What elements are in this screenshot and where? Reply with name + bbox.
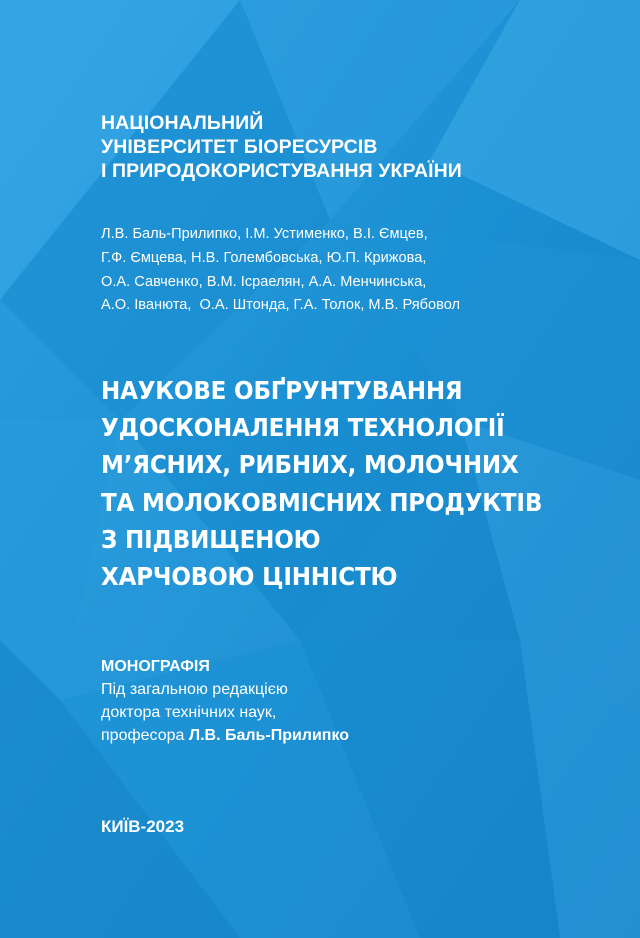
- city-year: КИЇВ-2023: [101, 817, 185, 836]
- title-line: З ПІДВИЩЕНОЮ: [101, 524, 321, 554]
- authors-line: Л.В. Баль-Прилипко, І.М. Устименко, В.І. Ємцев,: [101, 226, 428, 242]
- publisher-line: НАЦІОНАЛЬНИЙ: [101, 112, 264, 134]
- book-title: [101, 372, 599, 595]
- authors-line: А.О. Іванюта, О.А. Штонда, Г.А. Толок, М.В. Рябовол: [101, 297, 461, 314]
- title-line: НАУКОВЕ ОБҐРУНТУВАННЯ: [101, 376, 463, 405]
- monograph-label: МОНОГРАФІЯ: [101, 658, 210, 675]
- editor-line-1: Під загальною редакцією: [101, 681, 288, 698]
- authors-line: О.А. Савченко, В.М. Ісраелян, А.А. Менчинська,: [101, 273, 427, 290]
- publisher-name: [101, 111, 621, 183]
- monograph-block: [101, 655, 621, 747]
- publisher-line: УНІВЕРСИТЕТ БІОРЕСУРСІВ: [101, 136, 378, 158]
- editor-name: Л.В. Баль-Прилипко: [188, 727, 350, 744]
- publisher-line: І ПРИРОДОКОРИСТУВАННЯ УКРАЇНИ: [101, 160, 462, 182]
- editor-line-2: доктора технічних наук,: [101, 704, 277, 721]
- authors-list: [101, 223, 621, 318]
- title-line: ТА МОЛОКОВМІСНИХ ПРОДУКТІВ: [101, 487, 543, 517]
- title-line: ХАРЧОВОЮ ЦІННІСТЮ: [101, 562, 398, 592]
- editor-line-3: [101, 724, 621, 747]
- title-line: М’ЯСНИХ, РИБНИХ, МОЛОЧНИХ: [101, 450, 519, 480]
- title-line: УДОСКОНАЛЕННЯ ТЕХНОЛОГІЇ: [101, 413, 505, 443]
- editor-title: професора: [101, 727, 189, 744]
- authors-line: Г.Ф. Ємцева, Н.В. Голембовська, Ю.П. Крижова,: [101, 249, 427, 266]
